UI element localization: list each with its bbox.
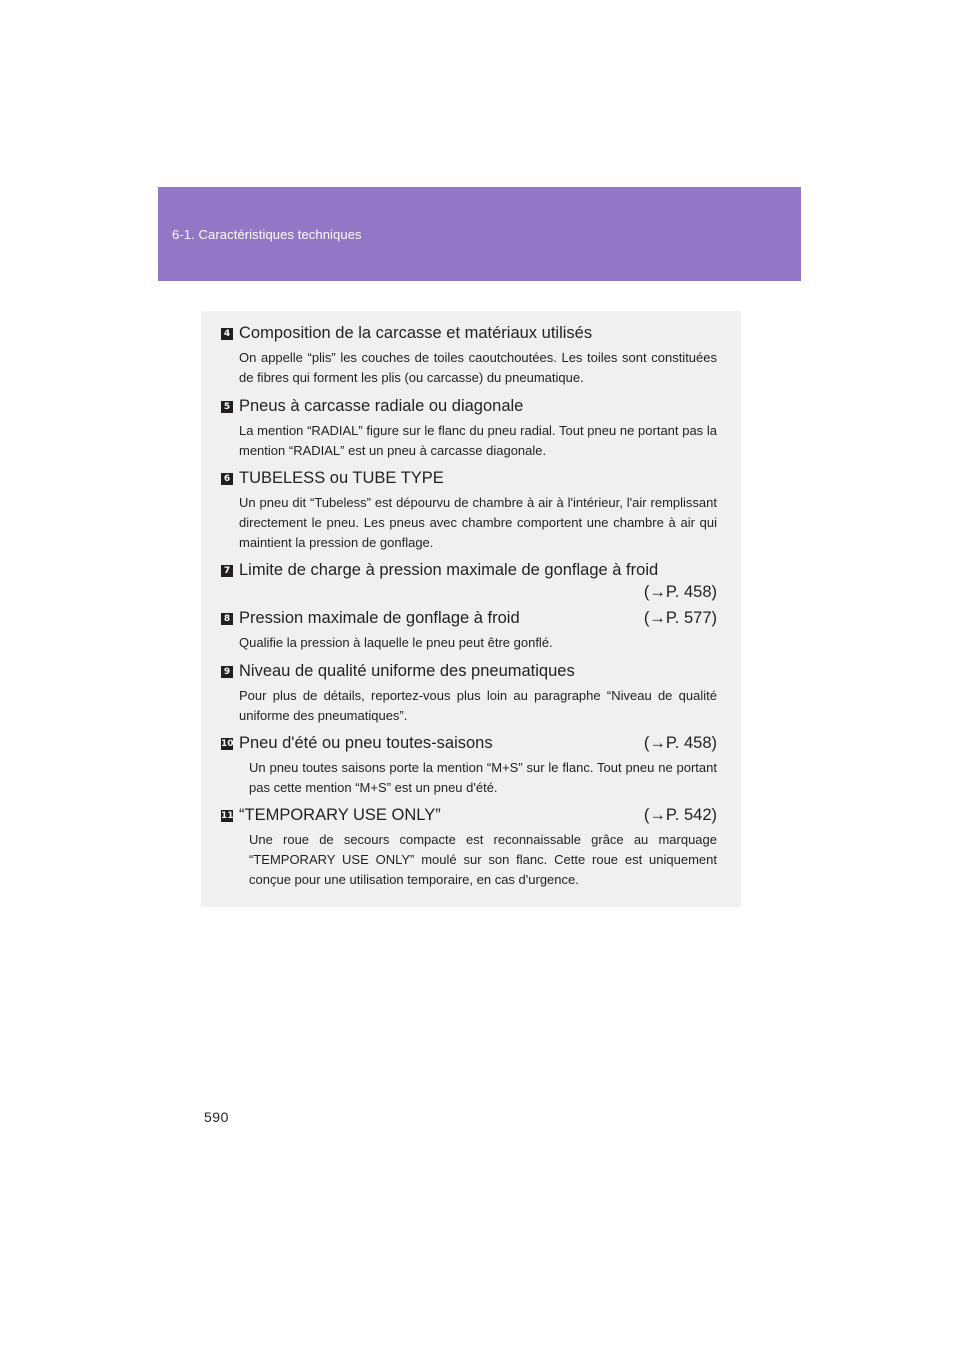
number-8-icon: 8 — [221, 613, 233, 625]
item-title: Pneus à carcasse radiale ou diagonale — [239, 397, 524, 415]
number-9-icon: 9 — [221, 666, 233, 678]
number-11-icon: 11 — [221, 811, 234, 821]
item-description: La mention “RADIAL” figure sur le flanc du pneu radial. Tout pneu ne portant pas la mention “RADIAL” est un pneu à carcasse diagonale. — [239, 423, 717, 458]
item-title: Limite de charge à pression maximale de gonflage à froid — [239, 561, 659, 579]
page-reference-link[interactable]: (→P. 458) — [643, 734, 717, 752]
item-title: “TEMPORARY USE ONLY” — [239, 806, 441, 824]
page-number: 590 — [204, 1109, 229, 1125]
number-4-icon: 4 — [221, 328, 233, 340]
item-title: Niveau de qualité uniforme des pneumatiques — [239, 662, 575, 680]
item-description: Pour plus de détails, reportez-vous plus loin au paragraphe “Niveau de qualité uniforme des pneumatiques”. — [239, 688, 717, 723]
item-description: On appelle “plis” les couches de toiles caoutchoutées. Les toiles sont constituées de fibres qui forment les plis (ou carcasse) du pneumatique. — [239, 350, 717, 385]
section-header-band — [158, 187, 801, 281]
page-reference-link[interactable]: (→P. 577) — [643, 609, 717, 627]
item-title: Pression maximale de gonflage à froid — [239, 609, 520, 627]
item-description: Un pneu dit “Tubeless” est dépourvu de chambre à air à l'intérieur, l'air remplissant directement le pneu. Les pneus avec chambre comportent une chambre à air qui maintient la pression de gonflage. — [239, 495, 717, 550]
number-7-icon: 7 — [221, 565, 233, 577]
number-5-icon: 5 — [221, 401, 233, 413]
page-reference-link[interactable]: (→P. 542) — [643, 806, 717, 824]
item-description: Un pneu toutes saisons porte la mention “M+S” sur le flanc. Tout pneu ne portant pas cette mention “M+S” est un pneu d'été. — [249, 760, 717, 795]
number-6-icon: 6 — [221, 473, 233, 485]
item-description: Qualifie la pression à laquelle le pneu peut être gonflé. — [239, 635, 553, 650]
section-title: 6-1. Caractéristiques techniques — [172, 227, 362, 242]
item-title: Composition de la carcasse et matériaux utilisés — [239, 324, 593, 342]
number-10-icon: 10 — [221, 739, 234, 749]
item-title: TUBELESS ou TUBE TYPE — [239, 469, 444, 487]
tire-info-panel — [201, 311, 741, 907]
page-reference-link[interactable]: (→P. 458) — [643, 583, 717, 601]
item-title: Pneu d'été ou pneu toutes-saisons — [239, 734, 493, 752]
item-description: Une roue de secours compacte est reconnaissable grâce au marquage “TEMPORARY USE ONLY” moulé sur son flanc. Cette roue est uniquement conçue pour une utilisation temporaire, en cas d'urgence. — [249, 832, 717, 887]
